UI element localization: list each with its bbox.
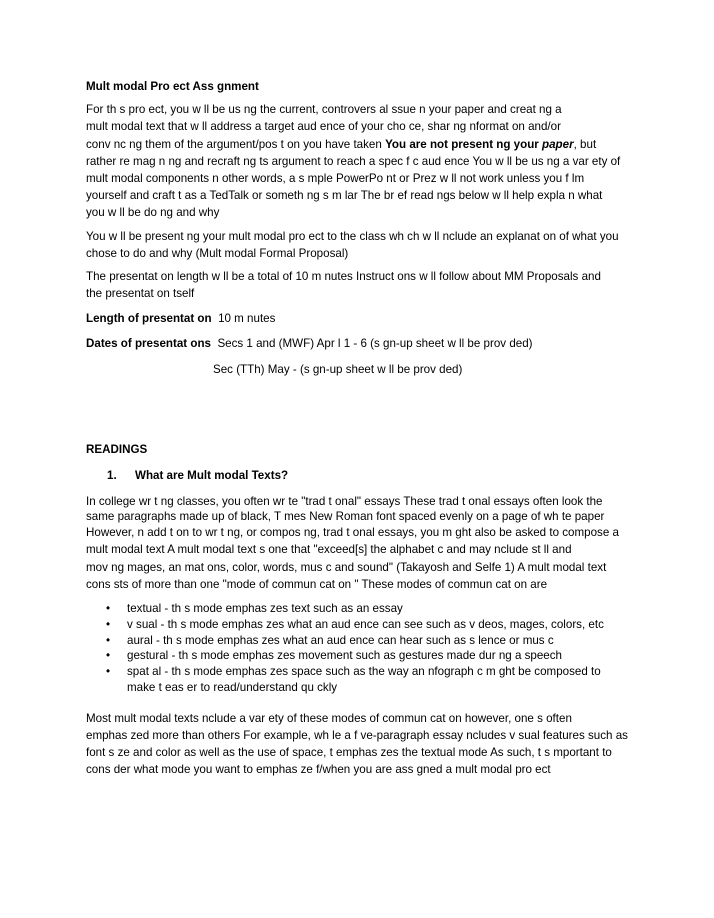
readings-heading: READINGS	[86, 442, 148, 456]
text-line: yourself and craft t as a TedTalk or someth ng s m lar The br ef read ngs below w ll help expla n what	[86, 189, 603, 203]
text-line: you w ll be do ng and why	[86, 206, 220, 220]
text-line: cons sts of more than one "mode of commun cat on " These modes of commun cat on are	[86, 577, 548, 591]
list-item: • v sual - th s mode emphas zes what an aud ence can see such as v deos, mages, colors, etc	[106, 617, 604, 631]
text-line: mult modal components n other words, a s mple PowerPo nt or Prez w ll not work unless you f lm	[86, 171, 585, 185]
presentation-length: Length of presentat on 10 m nutes	[86, 312, 276, 326]
text-line: mult modal text A mult modal text s one that "exceed[s] the alphabet c and may nclude st ll and	[86, 543, 572, 557]
text-line: mov ng mages, an mat ons, color, words, mus c and sound" (Takayosh and Selfe 1) A mult modal text	[86, 560, 607, 574]
length-paragraph	[86, 268, 646, 302]
text-line: conv nc ng them of the argument/pos t on you have taken You are not present ng your paper, but	[86, 137, 597, 151]
intro-paragraph	[86, 101, 646, 221]
text-line: For th s pro ect, you w ll be us ng the current, controvers al ssue n your paper and creat ng a	[86, 103, 562, 117]
text-line: chose to do and why (Mult modal Formal Proposal)	[86, 246, 349, 260]
text-line: font s ze and color as well as the use of space, t emphas zes the textual mode As such, t s mportant to	[86, 746, 612, 760]
text-line: rather re mag n ng and recraft ng ts argument to reach a spec f c aud ence You w ll be us ng a var ety of	[86, 154, 621, 168]
modes-list	[86, 601, 646, 680]
list-item: • aural - th s mode emphas zes what an aud ence can hear such as s lence or mus c	[106, 633, 554, 647]
text-line: However, n add t on to wr t ng, or compos ng, trad t onal essays, you m ght also be asked to compose a	[86, 526, 619, 540]
presentation-paragraph	[86, 228, 646, 262]
text-line: In college wr t ng classes, you often wr te "trad t onal" essays These trad t onal essays often look the	[86, 495, 603, 509]
list-item: • textual - th s mode emphas zes text such as an essay	[106, 601, 403, 615]
text-line: the presentat on tself	[86, 287, 195, 301]
document-body	[86, 78, 646, 778]
multimodal-paragraph	[86, 494, 646, 593]
presentation-dates-row2: Sec (TTh) May - (s gn-up sheet w ll be prov ded)	[213, 362, 463, 376]
assignment-title: Mult modal Pro ect Ass gnment	[86, 80, 259, 93]
text-line: emphas zed more than others For example, wh le a f ve-paragraph essay ncludes v sual features such as	[86, 728, 628, 742]
modes-paragraph	[86, 710, 646, 779]
text-line: The presentat on length w ll be a total of 10 m nutes Instruct ons w ll follow about MM Proposals and	[86, 269, 601, 283]
presentation-dates: Dates of presentat ons Secs 1 and (MWF) Apr l 1 - 6 (s gn-up sheet w ll be prov ded)	[86, 337, 533, 351]
list-item-continuation: make t eas er to read/understand qu ckly	[127, 680, 338, 694]
list-item: • gestural - th s mode emphas zes movement such as gestures made dur ng a speech	[106, 649, 562, 663]
text-line: Most mult modal texts nclude a var ety of these modes of commun cat on however, one s often	[86, 711, 572, 725]
text-line: cons der what mode you want to emphas ze f/when you are ass gned a mult modal pro ect	[86, 763, 551, 777]
text-line: mult modal text that w ll address a target aud ence of your cho ce, shar ng nformat on and/or	[86, 120, 561, 134]
section-heading: 1. What are Mult modal Texts?	[107, 469, 289, 482]
text-line: You w ll be present ng your mult modal pro ect to the class wh ch w ll nclude an explanat on of what you	[86, 229, 619, 243]
list-item: • spat al - th s mode emphas zes space such as the way an nfograph c m ght be composed to	[106, 665, 601, 679]
text-line: same paragraphs made up of black, T mes New Roman font spaced evenly on a page of wh te paper	[86, 510, 605, 524]
